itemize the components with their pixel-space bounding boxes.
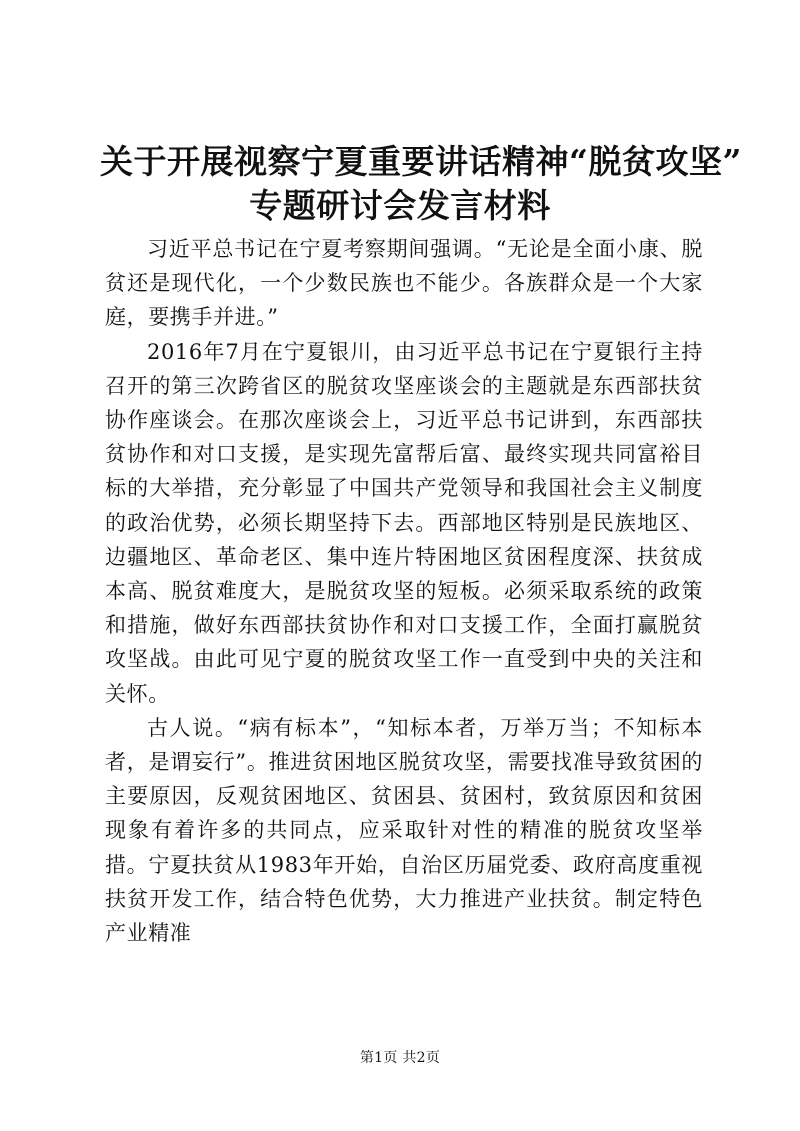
title-line-2: 专题研讨会发言材料 — [249, 186, 551, 225]
document-title — [100, 140, 742, 228]
title-line-1: 关于开展视察宁夏重要讲话精神“脱贫攻坚” — [100, 142, 742, 181]
document-body — [105, 232, 703, 950]
paragraph-1: 习近平总书记在宁夏考察期间强调。“无论是全面小康、脱贫还是现代化，一个少数民族也不能少。各族群众是一个大家庭，要携手并进。” — [105, 237, 703, 330]
paragraph-2: 2016年7月在宁夏银川，由习近平总书记在宁夏银行主持召开的第三次跨省区的脱贫攻坚座谈会的主题就是东西部扶贫协作座谈会。在那次座谈会上，习近平总书记讲到，东西部扶贫协作和对口支援，是实现先富帮后富、最终实现共同富裕目标的大举措，充分彰显了中国共产党领导和我国社会主义制度的政治优势，必须长期坚持下去。西部地区特别是民族地区、边疆地区、革命老区、集中连片特困地区贫困程度深、扶贫成本高、脱贫难度大，是脱贫攻坚的短板。必须采取系统的政策和措施，做好东西部扶贫协作和对口支援工作，全面打赢脱贫攻坚战。由此可见宁夏的脱贫攻坚工作一直受到中央的关注和关怀。 — [105, 339, 703, 706]
paragraph-3: 古人说。“病有标本”，“知标本者，万举万当；不知标本者，是谓妄行”。推进贫困地区脱贫攻坚，需要找准导致贫困的主要原因，反观贫困地区、贫困县、贫困村，致贫原因和贫困现象有着许多的共同点，应采取针对性的精准的脱贫攻坚举措。宁夏扶贫从1983年开始，自治区历届党委、政府高度重视扶贫开发工作，结合特色优势，大力推进产业扶贫。制定特色产业精准 — [105, 715, 703, 946]
page-footer: 第1页 共2页 — [359, 1050, 441, 1066]
